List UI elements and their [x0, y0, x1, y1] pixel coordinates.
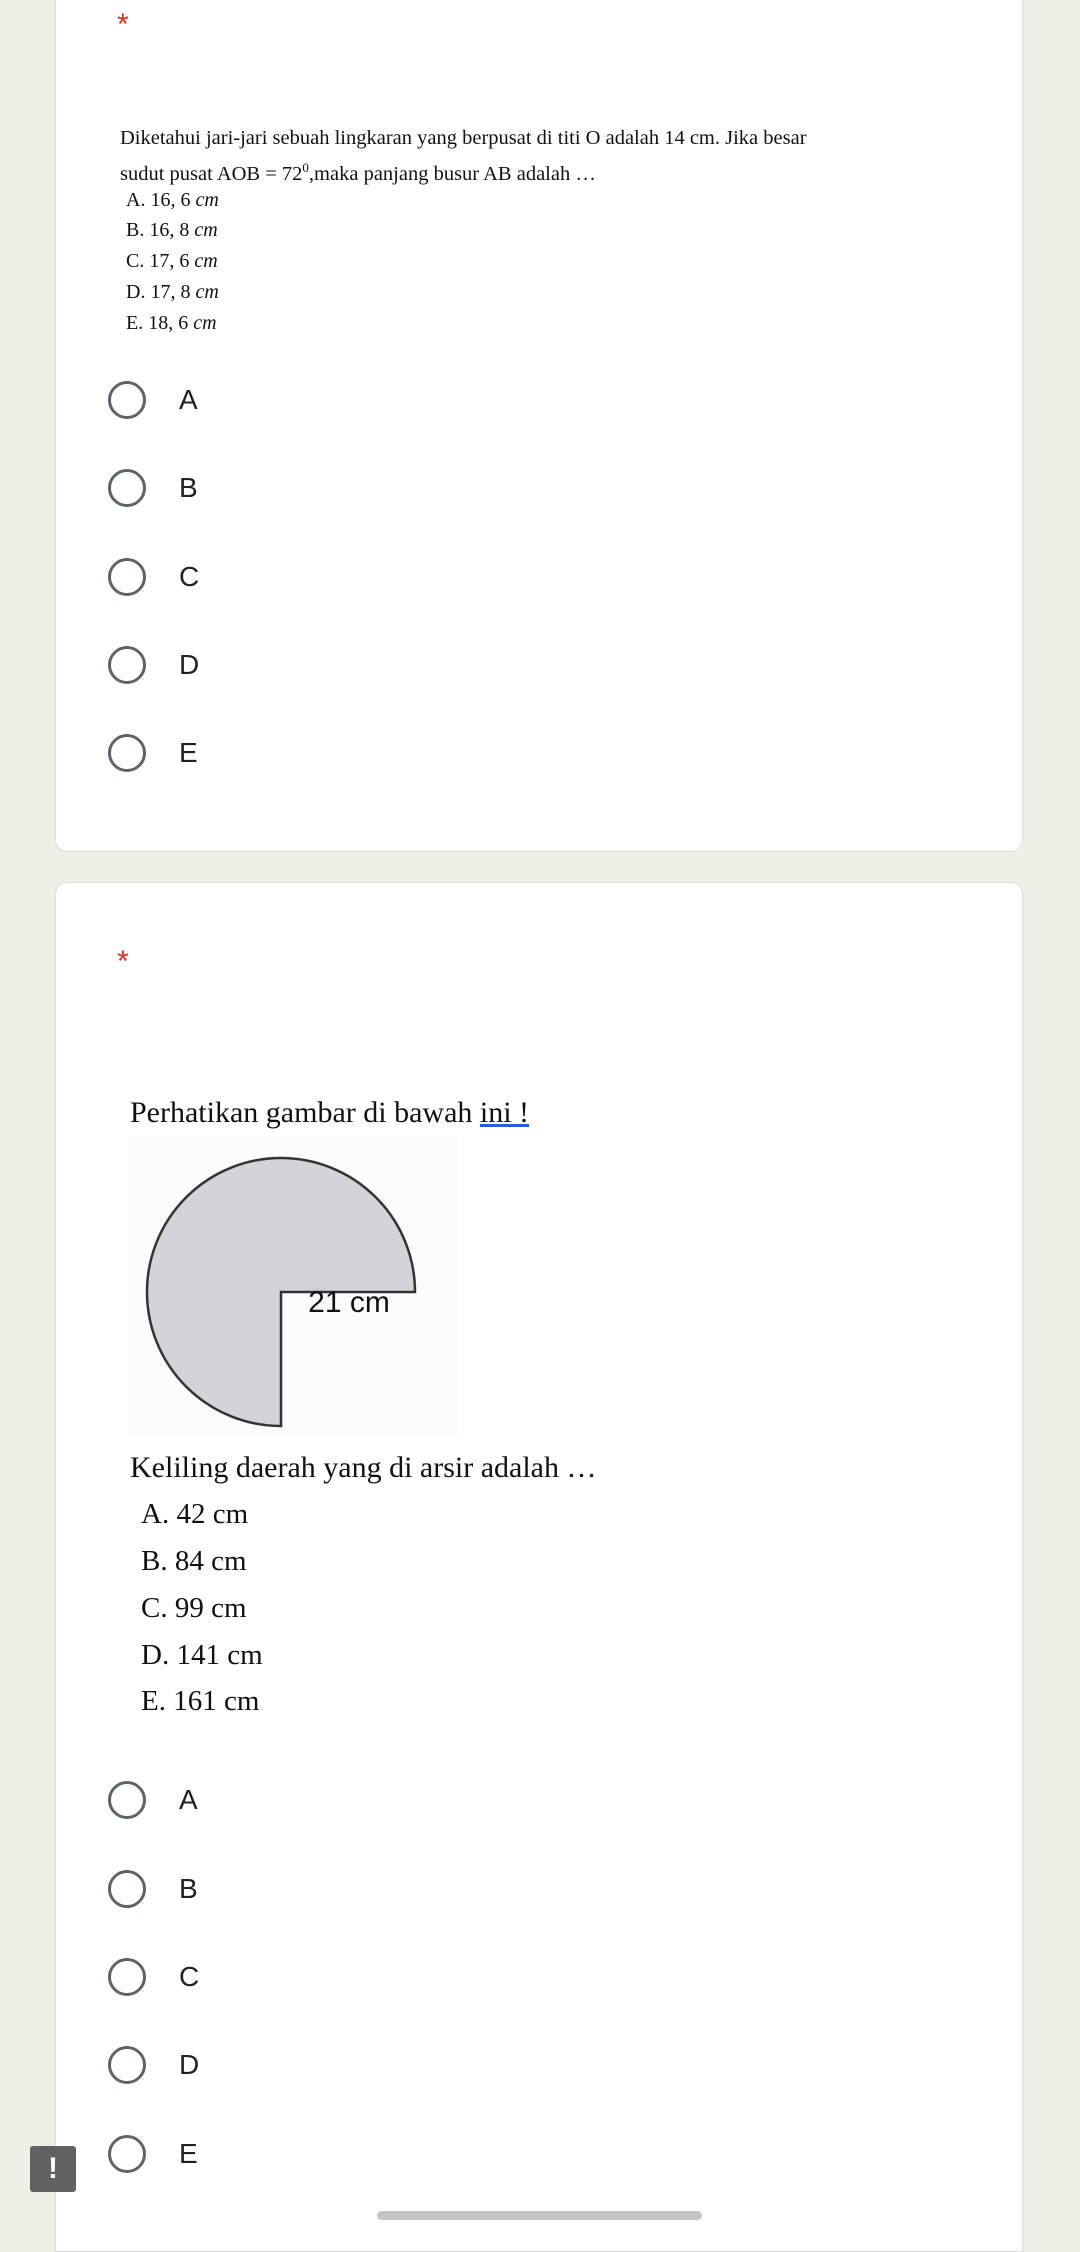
radio-button[interactable]	[108, 381, 146, 419]
q1-choice-e[interactable]: E	[108, 729, 198, 777]
required-asterisk: *	[117, 8, 129, 41]
question-2-option-a: A. 42 cm	[141, 1498, 249, 1530]
question-2-option-e: E. 161 cm	[141, 1685, 260, 1717]
radio-button[interactable]	[108, 1958, 146, 1996]
home-indicator-bar[interactable]	[377, 2211, 702, 2220]
question-2-text: Keliling daerah yang di arsir adalah …	[130, 1451, 597, 1484]
q1-choice-b[interactable]: B	[108, 464, 198, 512]
q1-choice-a[interactable]: A	[108, 376, 198, 424]
question-2-option-c: C. 99 cm	[141, 1592, 247, 1624]
radio-button[interactable]	[108, 1870, 146, 1908]
question-2-intro: Perhatikan gambar di bawah ini !	[130, 1096, 530, 1129]
question-1-text-line-2: sudut pusat AOB = $72^0,maka$ panjang busur AB adalah …	[120, 160, 596, 185]
q2-choice-e[interactable]: E	[108, 2130, 198, 2178]
radio-button[interactable]	[108, 469, 146, 507]
q2-choice-c[interactable]: C	[108, 1953, 199, 2001]
radio-button[interactable]	[108, 2046, 146, 2084]
radio-button[interactable]	[108, 1781, 146, 1819]
question-1-option-d: D. 17, 8 cm	[126, 281, 219, 303]
question-2-option-d: D. 141 cm	[141, 1639, 263, 1671]
q2-choice-d[interactable]: D	[108, 2041, 199, 2089]
radio-button[interactable]	[108, 2135, 146, 2173]
question-1-option-c: C. 17, 6 cm	[126, 250, 218, 272]
alert-icon[interactable]: !	[30, 2146, 76, 2192]
question-1-option-a: A. 16, 6 cm	[126, 189, 219, 211]
q2-choice-b[interactable]: B	[108, 1865, 198, 1913]
question-1-option-e: E. 18, 6 cm	[126, 312, 217, 334]
q1-choice-d[interactable]: D	[108, 641, 199, 689]
three-quarter-circle-figure	[128, 1138, 458, 1436]
q2-choice-a[interactable]: A	[108, 1776, 198, 1824]
radio-button[interactable]	[108, 734, 146, 772]
question-1-option-b: B. 16, 8 cm	[126, 219, 218, 241]
required-asterisk: *	[117, 945, 129, 978]
question-1-text-line-1: Diketahui jari-jari sebuah lingkaran yang berpusat di titi O adalah 14 cm. Jika besar	[120, 127, 807, 149]
radio-button[interactable]	[108, 558, 146, 596]
question-2-option-b: B. 84 cm	[141, 1545, 247, 1577]
radius-label: 21 cm	[308, 1286, 390, 1319]
radio-button[interactable]	[108, 646, 146, 684]
q1-choice-c[interactable]: C	[108, 553, 199, 601]
